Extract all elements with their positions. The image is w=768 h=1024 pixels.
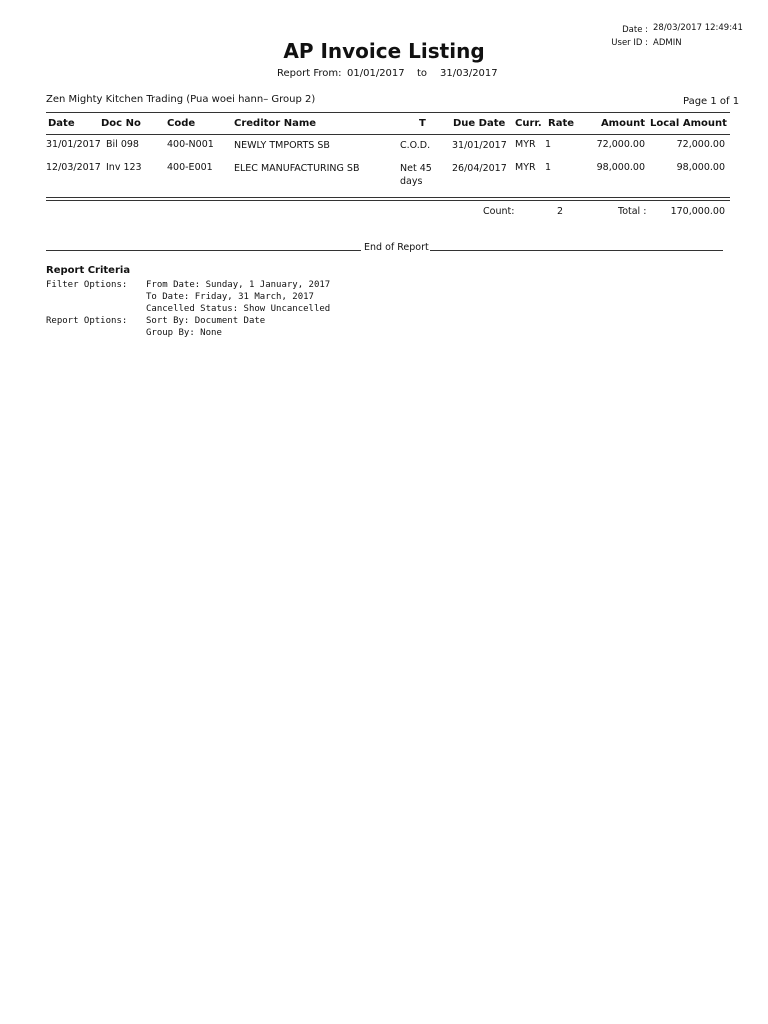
col-creditor-name: Creditor Name bbox=[234, 118, 317, 129]
col-date: Date bbox=[48, 118, 75, 129]
date-label: Date : bbox=[622, 25, 648, 35]
report-to-value: 31/03/2017 bbox=[440, 68, 498, 79]
col-rate: Rate bbox=[548, 118, 575, 129]
header-bottom-rule bbox=[46, 134, 730, 135]
row-local-amount: 98,000.00 bbox=[676, 162, 725, 173]
row-terms-line2: days bbox=[400, 176, 423, 187]
user-id-value: ADMIN bbox=[653, 38, 682, 48]
header-top-rule bbox=[46, 112, 730, 113]
date-value: 28/03/2017 12:49:41 bbox=[653, 23, 743, 33]
col-local-amount: Local Amount bbox=[650, 118, 727, 129]
row-code: 400-N001 bbox=[167, 139, 214, 150]
row-code: 400-E001 bbox=[167, 162, 213, 173]
row-doc-no: Bil 098 bbox=[106, 139, 139, 150]
report-title: AP Invoice Listing bbox=[283, 39, 485, 63]
report-to-label: to bbox=[417, 68, 428, 79]
report-from-value: 01/01/2017 bbox=[347, 68, 405, 79]
total-label: Total : bbox=[618, 206, 647, 217]
report-option-line: Sort By: Document Date bbox=[146, 316, 266, 326]
filter-options-label: Filter Options: bbox=[46, 280, 128, 290]
row-local-amount: 72,000.00 bbox=[676, 139, 725, 150]
row-amount: 72,000.00 bbox=[596, 139, 645, 150]
total-value: 170,000.00 bbox=[670, 206, 725, 217]
col-amount: Amount bbox=[600, 118, 645, 129]
col-code: Code bbox=[167, 118, 196, 129]
filter-line: From Date: Sunday, 1 January, 2017 bbox=[146, 280, 331, 290]
criteria-title: Report Criteria bbox=[46, 265, 131, 276]
row-terms: Net 45 bbox=[400, 163, 432, 174]
summary-rule-top bbox=[46, 197, 730, 198]
user-id-label: User ID : bbox=[611, 38, 648, 48]
filter-line: To Date: Friday, 31 March, 2017 bbox=[146, 292, 314, 302]
report-options-label: Report Options: bbox=[46, 316, 128, 326]
row-amount: 98,000.00 bbox=[596, 162, 645, 173]
col-doc-no: Doc No bbox=[101, 118, 141, 129]
count-label: Count: bbox=[483, 206, 515, 217]
report-option-line: Group By: None bbox=[146, 328, 222, 338]
row-doc-no: Inv 123 bbox=[106, 162, 142, 173]
end-rule-left bbox=[46, 250, 361, 251]
page-indicator: Page 1 of 1 bbox=[683, 96, 740, 107]
company-name: Zen Mighty Kitchen Trading (Pua woei hann– Group 2) bbox=[46, 94, 316, 105]
filter-line: Cancelled Status: Show Uncancelled bbox=[146, 304, 331, 314]
row-due-date: 31/01/2017 bbox=[452, 140, 507, 151]
end-rule-right bbox=[430, 250, 723, 251]
summary-rule-bottom bbox=[46, 200, 730, 201]
row-rate: 1 bbox=[545, 139, 552, 150]
row-date: 12/03/2017 bbox=[46, 162, 101, 173]
row-date: 31/01/2017 bbox=[46, 139, 101, 150]
end-of-report: End of Report bbox=[364, 242, 429, 253]
report-from-label: Report From: bbox=[277, 68, 342, 79]
row-rate: 1 bbox=[545, 162, 552, 173]
col-currency: Curr. bbox=[515, 118, 542, 129]
count-value: 2 bbox=[557, 206, 564, 217]
row-creditor: NEWLY TMPORTS SB bbox=[234, 140, 330, 151]
row-terms: C.O.D. bbox=[400, 140, 431, 151]
col-terms: T bbox=[419, 118, 426, 129]
row-creditor: ELEC MANUFACTURING SB bbox=[234, 163, 360, 174]
row-due-date: 26/04/2017 bbox=[452, 163, 507, 174]
row-currency: MYR bbox=[515, 162, 536, 173]
col-due-date: Due Date bbox=[453, 118, 506, 129]
row-currency: MYR bbox=[515, 139, 536, 150]
